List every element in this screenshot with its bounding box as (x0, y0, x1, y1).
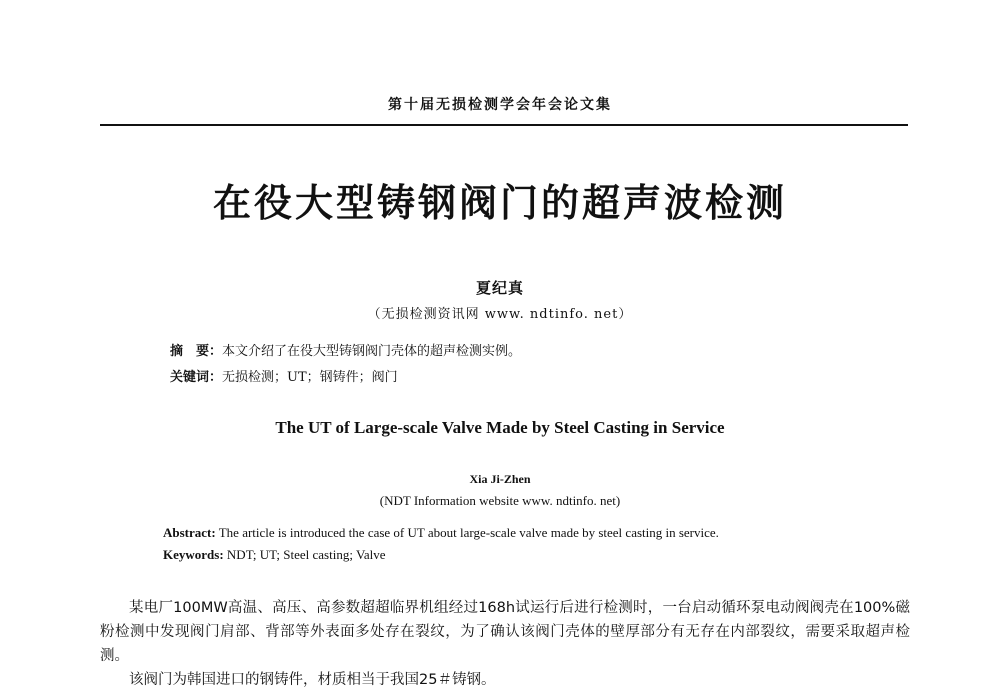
abstract-cn (170, 340, 521, 359)
paper-title-en: The UT of Large-scale Valve Made by Steel Casting in Service (275, 418, 725, 437)
abstract-en (163, 525, 719, 541)
keywords-cn (170, 366, 398, 385)
paper-title-cn: 在役大型铸钢阀门的超声波检测 (212, 181, 787, 225)
body-paragraph-1: 某电厂100MW高温、高压、高参数超超临界机组经过168h试运行后进行检测时，一台启动循环泵电动阀阀壳在100%磁粉检测中发现阀门肩部、背部等外表面多处存在裂纹，为了确认该阀门壳体的壁厚部分有无存在内部裂纹，需要采取超声检测。 (100, 600, 910, 664)
header-rule (100, 124, 908, 126)
keywords-en-label: Keywords: (163, 547, 224, 562)
abstract-cn-label: 摘 要： (170, 344, 223, 359)
keywords-en-text: NDT; UT; Steel casting; Valve (223, 547, 386, 562)
author-en: Xia Ji-Zhen (469, 472, 531, 486)
body-text (100, 596, 910, 692)
abstract-en-label: Abstract: (163, 525, 216, 540)
body-paragraph-2: 该阀门为韩国进口的钢铸件，材质相当于我国25＃铸钢。 (129, 672, 496, 688)
keywords-en (163, 547, 386, 563)
author-cn: 夏纪真 (475, 279, 524, 297)
affiliation-cn: （无损检测资讯网 www. ndtinfo. net） (367, 307, 633, 322)
abstract-en-text: The article is introduced the case of UT about large-scale valve made by steel casting in service. (215, 525, 719, 540)
keywords-cn-label: 关键词： (170, 370, 223, 385)
running-header: 第十届无损检测学会年会论文集 (388, 97, 612, 113)
keywords-cn-text: 无损检测；UT；钢铸件；阀门 (222, 370, 398, 385)
affiliation-en: (NDT Information website www. ndtinfo. net) (379, 493, 621, 508)
abstract-cn-text: 本文介绍了在役大型铸钢阀门壳体的超声检测实例。 (222, 344, 522, 359)
